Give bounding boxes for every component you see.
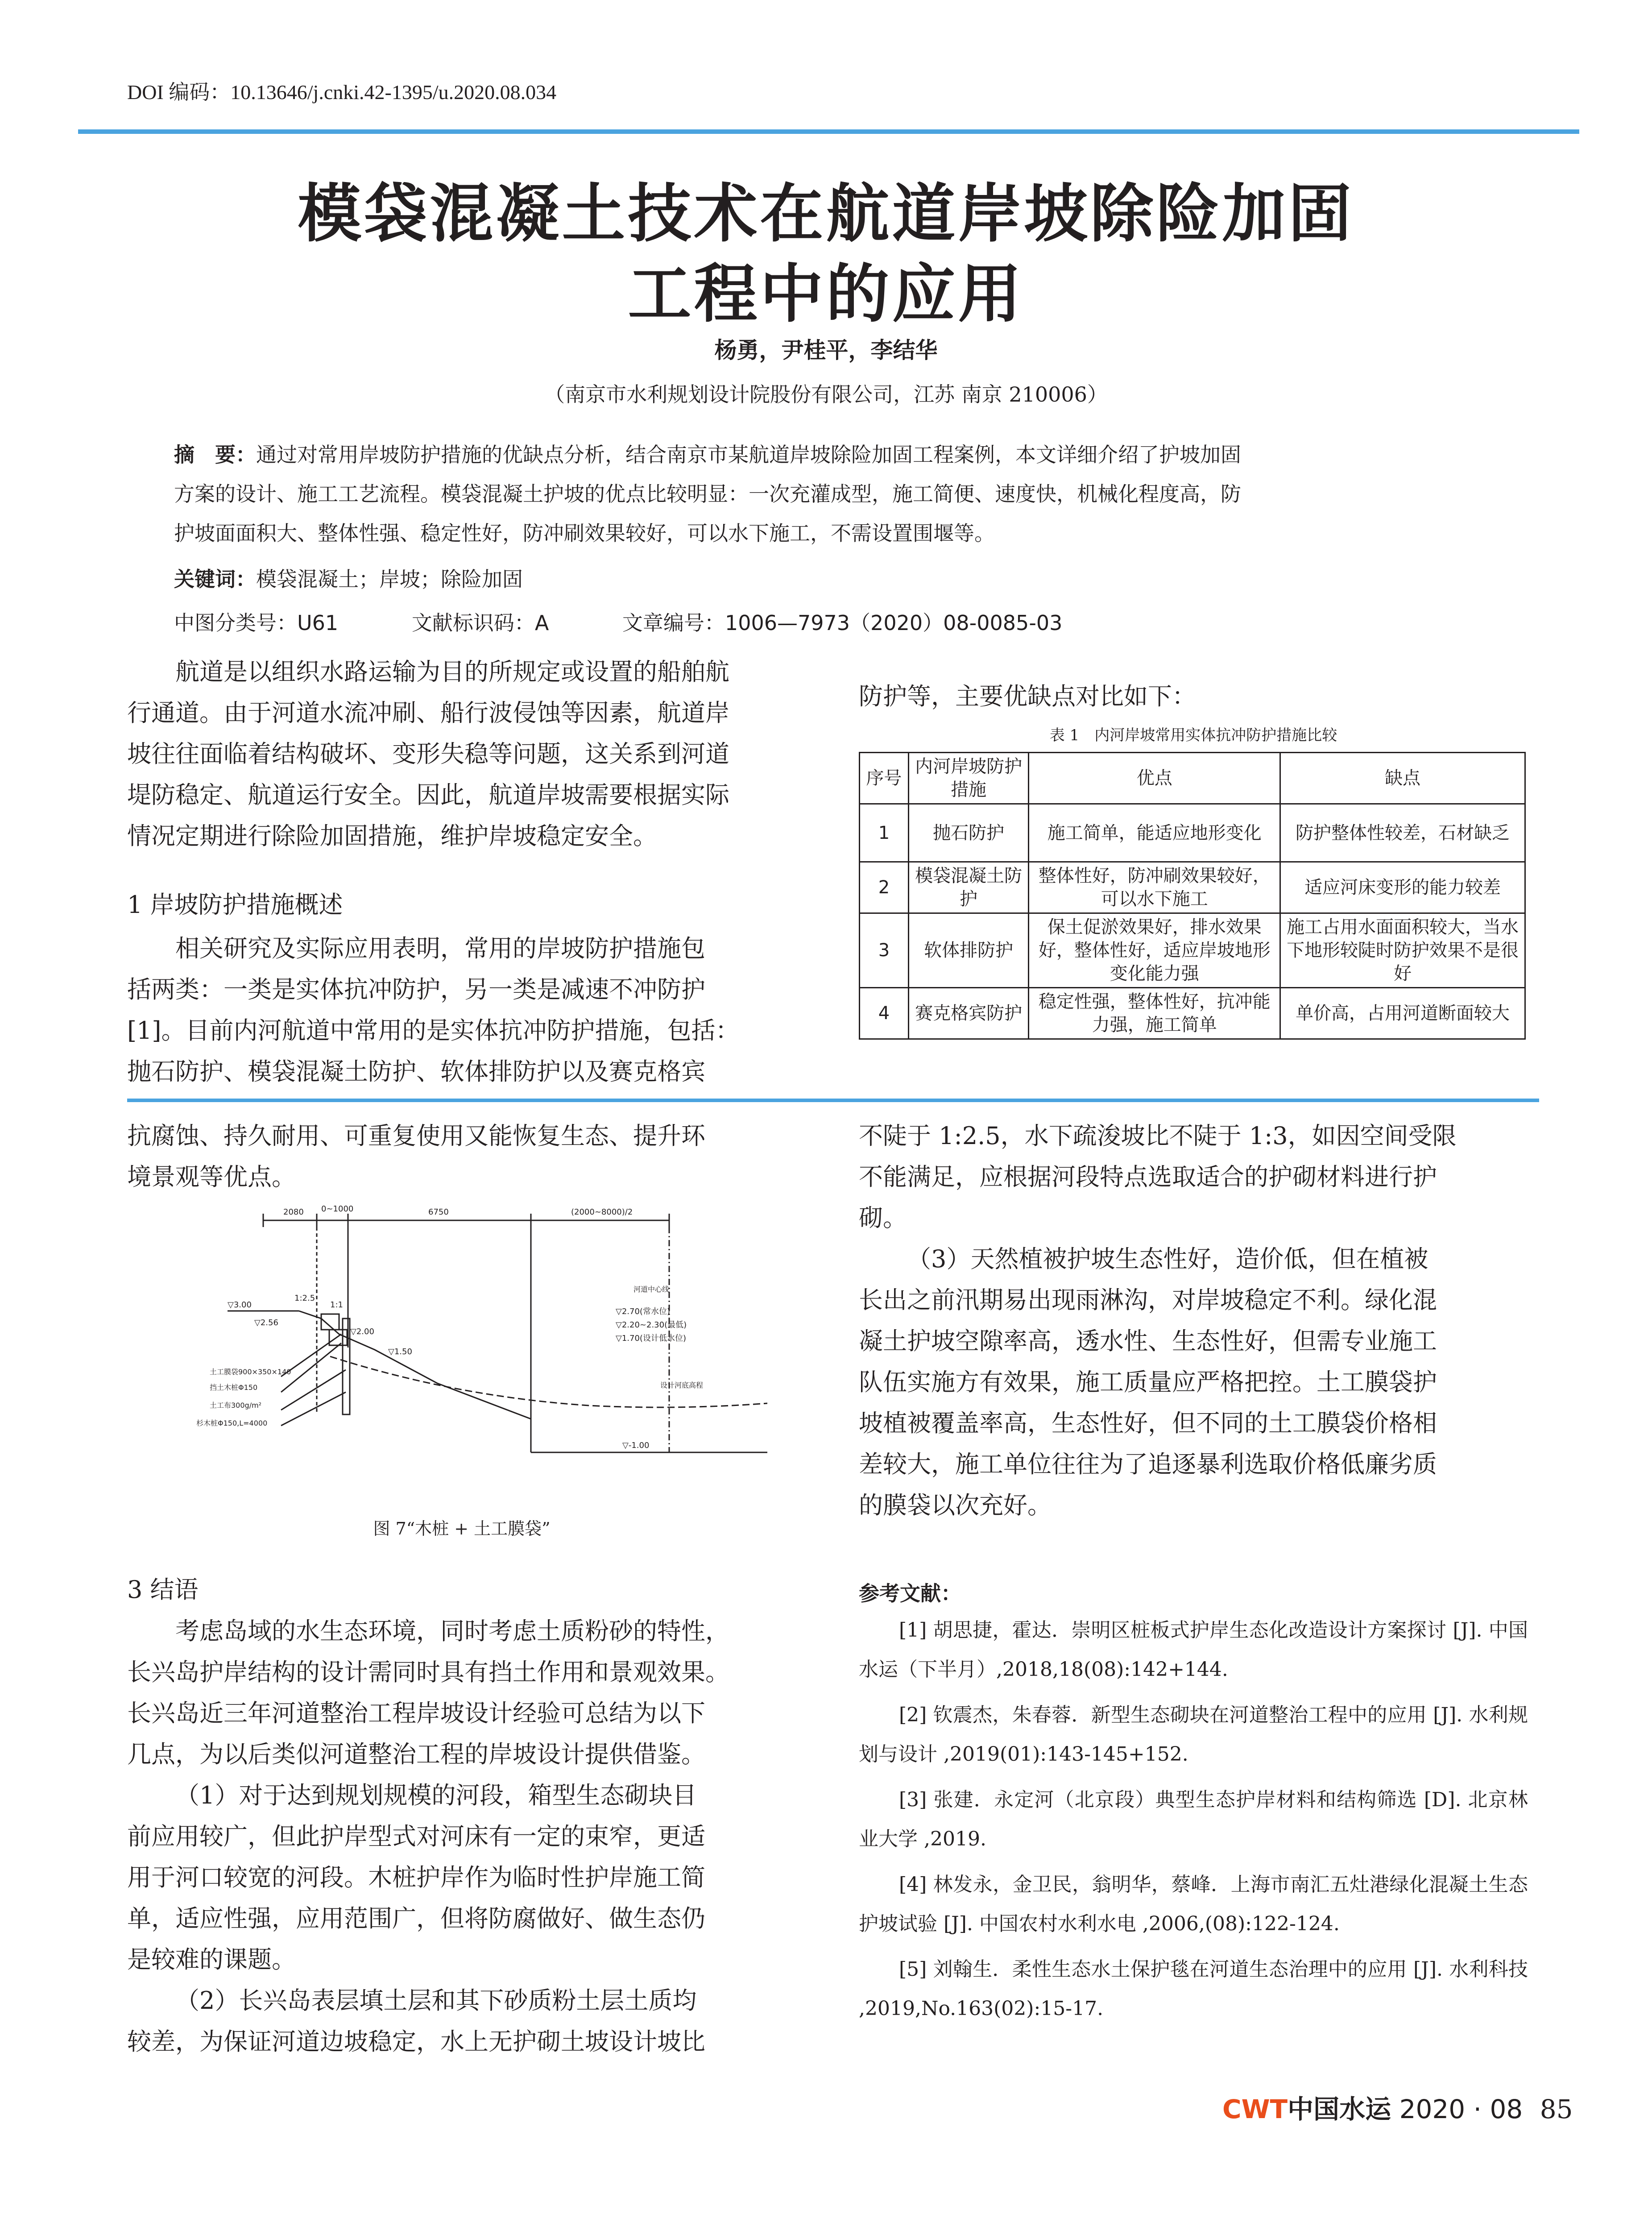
section-heading-3: 3 结语 xyxy=(127,1576,199,1604)
references-heading: 参考文献： xyxy=(859,1581,961,1605)
reference-item: [5] 刘翰生．柔性生态水土保护毯在河道生态治理中的应用 [J]. 水利科技 ,2019,No.163(02):15-17. xyxy=(859,1958,1528,2020)
note-label: 土工膜袋900×350×140 xyxy=(210,1368,291,1376)
table-cell: 保土促淤效果好，排水效果好，整体性好，适应岸坡地形变化能力强 xyxy=(1029,913,1280,988)
doi-line: DOI 编码：10.13646/j.cnki.42-1395/u.2020.08.034 xyxy=(127,81,557,104)
table-row xyxy=(860,862,1525,913)
section1-paragraph xyxy=(127,928,796,1092)
reference-item: [4] 林发永，金卫民，翁明华，蔡峰．上海市南汇五灶港绿化混凝土生态护坡试验 [J]. 中国农村水利水电 ,2006,(08):122-124. xyxy=(859,1873,1528,1935)
section-divider xyxy=(127,1099,1539,1102)
note-label: 杉木桩Φ150,L=4000 xyxy=(196,1419,268,1427)
table-row xyxy=(860,804,1525,862)
classification-line xyxy=(174,607,1062,636)
text-line: 坡植被覆盖率高，生态性好，但不同的土工膜袋价格相 xyxy=(859,1409,1437,1437)
abstract-line: 通过对常用岸坡防护措施的优缺点分析，结合南京市某航道岸坡除险加固工程案例，本文详细介绍了护坡加固 xyxy=(256,443,1241,467)
text-line: 考虑岛域的水生态环境，同时考虑土质粉砂的特性， xyxy=(175,1617,729,1645)
abstract-label: 摘 要： xyxy=(174,443,256,467)
slope-label: 1:2.5 xyxy=(294,1294,315,1303)
header-rule xyxy=(78,129,1579,134)
table-cell: 抛石防护 xyxy=(908,804,1028,862)
reference-item: [2] 钦震杰，朱春蓉．新型生态砌块在河道整治工程中的应用 [J]. 水利规划与设计 ,2019(01):143-145+152. xyxy=(859,1704,1528,1766)
clc-number: 中图分类号：U61 xyxy=(174,611,339,635)
text-line: 差较大，施工单位往往为了追逐暴利选取价格低廉劣质 xyxy=(859,1450,1437,1478)
text-line: 抗腐蚀、持久耐用、可重复使用又能恢复生态、提升环 xyxy=(127,1122,705,1150)
page-footer xyxy=(1222,2088,1573,2126)
text-line: 括两类：一类是实体抗冲防护，另一类是减速不冲防护 xyxy=(127,975,705,1004)
level-label: ▽2.56 xyxy=(254,1318,278,1327)
text-line: 凝土护坡空隙率高，透水性、生态性好，但需专业施工 xyxy=(859,1327,1437,1355)
abstract-line: 方案的设计、施工工艺流程。模袋混凝土护坡的优点比较明显：一次充灌成型，施工简便、速度快，机械化程度高，防 xyxy=(174,482,1241,506)
figure-caption: 图 7“木桩 + 土工膜袋” xyxy=(373,1519,551,1538)
keywords xyxy=(174,563,523,593)
table-cell: 施工简单，能适应地形变化 xyxy=(1029,804,1280,862)
footer-magazine: 中国水运 xyxy=(1288,2094,1391,2124)
text-line: 较差，为保证河道边坡稳定，水上无护砌土坡设计坡比 xyxy=(127,2028,705,2056)
text-line: （1）对于达到规划规模的河段，箱型生态砌块目 xyxy=(175,1781,697,1809)
level-label: ▽2.00 xyxy=(350,1327,374,1336)
footer-issue: 2020 · 08 xyxy=(1399,2094,1523,2124)
text-line: 长兴岛护岸结构的设计需同时具有挡土作用和景观效果。 xyxy=(127,1658,729,1686)
dim-label: 6750 xyxy=(428,1207,449,1217)
right-column-text xyxy=(859,1116,1528,1526)
text-line: 长兴岛近三年河道整治工程岸坡设计经验可总结为以下 xyxy=(127,1699,705,1727)
keywords-label: 关键词： xyxy=(174,567,256,591)
intro-paragraph xyxy=(127,651,796,857)
continued-paragraph xyxy=(127,1116,796,1198)
note-label: 土工布300g/m² xyxy=(210,1401,262,1410)
table-cell: 模袋混凝土防护 xyxy=(908,862,1028,913)
level-label: ▽1.50 xyxy=(388,1347,412,1356)
table-cell: 单价高，占用河道断面较大 xyxy=(1280,988,1525,1039)
level-label: ▽-1.00 xyxy=(622,1441,650,1450)
footer-brand: CWT xyxy=(1222,2094,1288,2124)
text-line: 单，适应性强，应用范围广，但将防腐做好、做生态仍 xyxy=(127,1904,705,1932)
article-number: 文章编号：1006—7973（2020）08-0085-03 xyxy=(622,611,1063,635)
table-cell: 1 xyxy=(860,804,909,862)
text-line: 前应用较广，但此护岸型式对河床有一定的束窄，更适 xyxy=(127,1822,705,1850)
text-line: （2）长兴岛表层填土层和其下砂质粉土层土质均 xyxy=(175,1986,697,2015)
references-list xyxy=(859,1611,1528,2035)
text-line: 相关研究及实际应用表明，常用的岸坡防护措施包 xyxy=(175,934,705,962)
text-line: 坡往往面临着结构破坏、变形失稳等问题，这关系到河道 xyxy=(127,740,729,768)
article-title-line1: 模袋混凝土技术在航道岸坡除险加固 xyxy=(298,177,1354,251)
document-code: 文献标识码：A xyxy=(411,611,549,635)
slope-label: 1:1 xyxy=(330,1300,343,1310)
comparison-table xyxy=(859,752,1526,1040)
table-row xyxy=(860,988,1525,1039)
text-line: 的膜袋以次充好。 xyxy=(859,1491,1052,1519)
table-cell: 稳定性强，整体性好，抗冲能力强，施工简单 xyxy=(1029,988,1280,1039)
text-line: 行通道。由于河道水流冲刷、船行波侵蚀等因素，航道岸 xyxy=(127,699,729,727)
table-cell: 防护整体性较差，石材缺乏 xyxy=(1280,804,1525,862)
abstract xyxy=(174,435,1481,553)
table-cell: 软体排防护 xyxy=(908,913,1028,988)
table-cell: 适应河床变形的能力较差 xyxy=(1280,862,1525,913)
text-line: 是较难的课题。 xyxy=(127,1945,296,1974)
text-line: 队伍实施方有效果，施工质量应严格把控。土工膜袋护 xyxy=(859,1368,1437,1396)
table-cell: 2 xyxy=(860,862,909,913)
table-cell: 赛克格宾防护 xyxy=(908,988,1028,1039)
table-header-cell: 优点 xyxy=(1029,753,1280,804)
text-line: 长出之前汛期易出现雨淋沟，对岸坡稳定不利。绿化混 xyxy=(859,1286,1437,1314)
table-cell: 3 xyxy=(860,913,909,988)
text-line: （3）天然植被护坡生态性好，造价低，但在植被 xyxy=(907,1245,1428,1273)
conclusion-paragraphs xyxy=(127,1611,796,2062)
table-caption: 表 1 内河岸坡常用实体抗冲防护措施比较 xyxy=(1049,726,1337,744)
affiliation: （南京市水利规划设计院股份有限公司，江苏 南京 210006） xyxy=(544,382,1108,406)
note-label: 设计河底高程 xyxy=(660,1381,704,1389)
abstract-line: 护坡面面积大、整体性强、稳定性好，防冲刷效果较好，可以水下施工，不需设置围堰等。 xyxy=(174,521,995,545)
text-line: 几点，为以后类似河道整治工程的岸坡设计提供借鉴。 xyxy=(127,1740,705,1768)
dim-label: (2000~8000)/2 xyxy=(571,1207,633,1217)
table-header-cell: 缺点 xyxy=(1280,753,1525,804)
table-header-row xyxy=(860,753,1525,804)
reference-item: [1] 胡思捷，霍达．崇明区桩板式护岸生态化改造设计方案探讨 [J]. 中国水运（下半月）,2018,18(08):142+144. xyxy=(859,1619,1528,1681)
table-row xyxy=(860,913,1525,988)
table-cell: 施工占用水面面积较大，当水下地形较陡时防护效果不是很好 xyxy=(1280,913,1525,988)
note-label: 挡土木桩Φ150 xyxy=(210,1383,258,1392)
note-label: 河道中心线 xyxy=(633,1285,670,1294)
text-line: 用于河口较宽的河段。木桩护岸作为临时性护岸施工简 xyxy=(127,1863,705,1891)
text-line: 抛石防护、模袋混凝土防护、软体排防护以及赛克格宾 xyxy=(127,1057,705,1086)
text-line: 情况定期进行除险加固措施，维护岸坡稳定安全。 xyxy=(127,822,657,850)
level-label: ▽2.70(常水位) xyxy=(616,1307,670,1316)
article-title-line2: 工程中的应用 xyxy=(628,257,1024,331)
table-cell: 4 xyxy=(860,988,909,1039)
text-line: 境景观等优点。 xyxy=(127,1163,296,1191)
text-line: 不能满足，应根据河段特点选取适合的护砌材料进行护 xyxy=(859,1163,1437,1191)
reference-item: [3] 张建．永定河（北京段）典型生态护岸材料和结构筛选 [D]. 北京林业大学 ,2019. xyxy=(859,1788,1528,1850)
table-header-cell: 内河岸坡防护措施 xyxy=(908,753,1028,804)
text-line: [1]。目前内河航道中常用的是实体抗冲防护措施，包括： xyxy=(127,1016,740,1045)
dim-label: 2080 xyxy=(283,1207,304,1217)
text-line: 堤防稳定、航道运行安全。因此，航道岸坡需要根据实际 xyxy=(127,781,729,809)
page-number: 85 xyxy=(1540,2094,1573,2124)
text-line: 砌。 xyxy=(859,1204,907,1232)
text-line: 航道是以组织水路运输为目的所规定或设置的船舶航 xyxy=(175,658,729,686)
section-heading-1: 1 岸坡防护措施概述 xyxy=(127,891,343,919)
level-label: ▽1.70(设计低水位) xyxy=(616,1334,686,1343)
table-cell: 整体性好，防冲刷效果较好，可以水下施工 xyxy=(1029,862,1280,913)
text-line: 防护等，主要优缺点对比如下： xyxy=(859,682,1196,710)
cross-section-figure xyxy=(187,1200,767,1508)
level-label: ▽2.20~2.30(最低) xyxy=(616,1320,687,1330)
dim-label: 0~1000 xyxy=(321,1204,354,1214)
text-line: 不陡于 1:2.5，水下疏浚坡比不陡于 1:3，如因空间受限 xyxy=(859,1122,1457,1150)
keywords-text: 模袋混凝土；岸坡；除险加固 xyxy=(256,567,523,591)
level-label: ▽3.00 xyxy=(228,1300,252,1310)
authors: 杨勇，尹桂平，李结华 xyxy=(714,337,938,363)
table-header-cell: 序号 xyxy=(860,753,909,804)
